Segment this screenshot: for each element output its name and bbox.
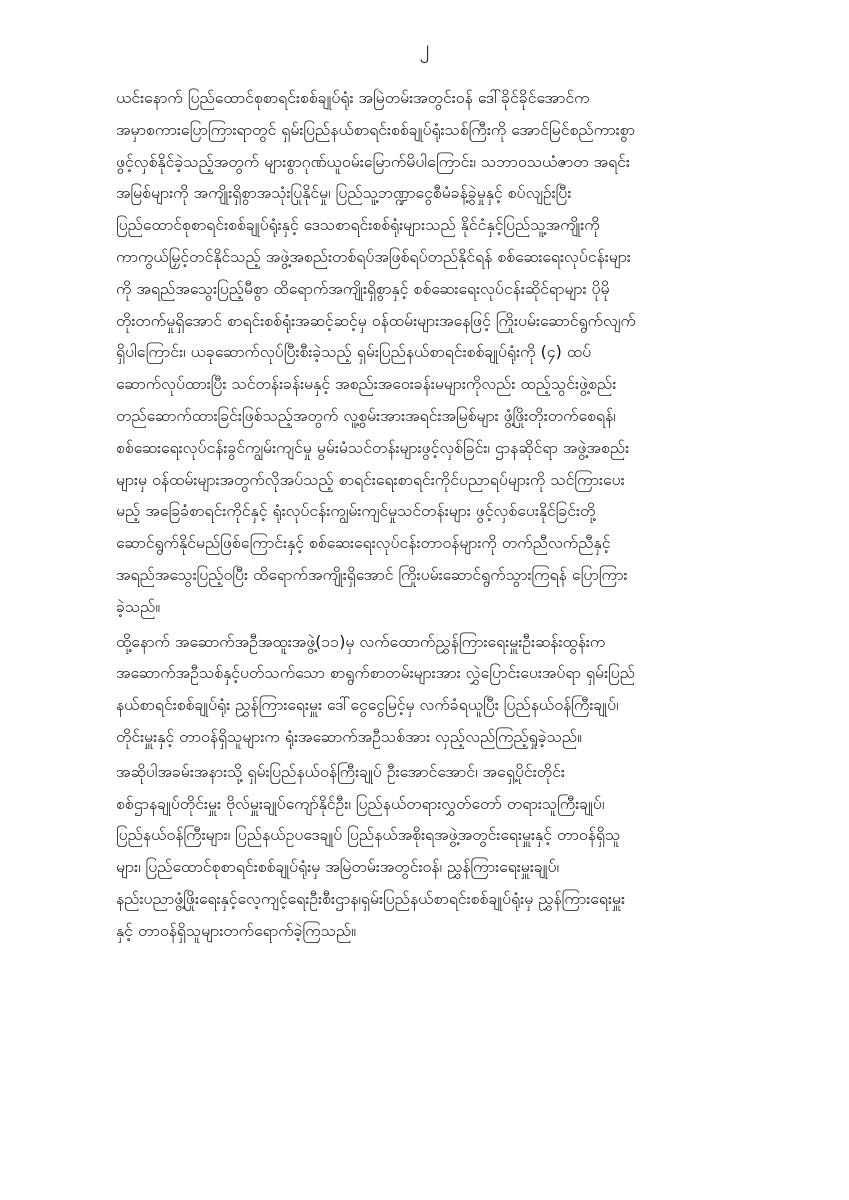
- paragraph-attendees: အဆိုပါအခမ်းအနားသို့ ရှမ်းပြည်နယ်ဝန်ကြီးချုပ် ဦးအောင်အောင်၊ အရှေ့ပိုင်းတိုင်း စစ်ဌာနချုပ်တိုင်းမှူး ဗိုလ်မှူးချုပ်ကျော်နိုင်ဦး၊ ပြည်နယ်တရားလွှတ်တော် တရားသူကြီးချုပ်၊ ပြည်နယ်ဝန်ကြီးများ၊ ပြည်နယ်ဥပဒေချုပ် ပြည်နယ်အစိုးရအဖွဲ့အတွင်းရေးမှူးနှင့် တာဝန်ရှိသူ များ၊ ပြည်ထောင်စုစာရင်းစစ်ချုပ်ရုံးမှ အမြဲတမ်းအတွင်းဝန်၊ ညွှန်ကြားရေးမှူးချုပ်၊ နည်းပညာဖွံ့ဖြိုးရေးနှင့်လေ့ကျင့်ရေးဦးစီးဌာန၊ရှမ်းပြည်နယ်စာရင်းစစ်ချုပ်ရုံးမှ ညွှန်ကြားရေးမှူး နှင့် တာဝန်ရှိသူများတက်ရောက်ခဲ့ကြသည်။: [116, 761, 625, 940]
- paragraph-handover: ထို့နောက် အဆောက်အဦအထူးအဖွဲ့(၁၁)မှ လက်ထောက်ညွှန်ကြားရေးမှူးဦးဆန်းထွန်းက အဆောက်အဦသစ်နှင့်ပတ်သက်သော စာရွက်စာတမ်းများအား လွှဲပြောင်းပေးအပ်ရာ ရှမ်းပြည် နယ်စာရင်းစစ်ချုပ်ရုံး ညွှန်ကြားရေးမှူး ဒေါ်ငွေငွေမြင့်မှ လက်ခံရယူပြီး ပြည်နယ်ဝန်ကြီးချုပ်၊ တိုင်းမှူးနှင့် တာဝန်ရှိသူများက ရုံးအဆောက်အဦသစ်အား လှည့်လည်ကြည့်ရှုခဲ့သည်။: [116, 631, 636, 746]
- paragraph-opening-speech: ယင်းနောက် ပြည်ထောင်စုစာရင်းစစ်ချုပ်ရုံး အမြဲတမ်းအတွင်းဝန် ဒေါ်ခိုင်ခိုင်အောင်က အမှာစကားပြောကြားရာတွင် ရှမ်းပြည်နယ်စာရင်းစစ်ချုပ်ရုံးသစ်ကြီးကို အောင်မြင်စည်ကားစွာ ဖွင့်လှစ်နိုင်ခဲ့သည့်အတွက် များစွာဂုဏ်ယူဝမ်းမြောက်မိပါကြောင်း၊ သဘာဝသယံဇာတ အရင်း အမြစ်များကို အကျိုးရှိစွာအသုံးပြုနိုင်မှု၊ ပြည်သူ့ဘဏ္ဍာငွေစီမံခန့်ခွဲမှုနှင့် စပ်လျဉ်းပြီး ပြည်ထောင်စုစာရင်းစစ်ချုပ်ရုံးနှင့် ဒေသစာရင်းစစ်ရုံးများသည် နိုင်ငံနှင့်ပြည်သူ့အကျိုးကို ကာကွယ်မြှင့်တင်နိုင်သည့် အဖွဲ့အစည်းတစ်ရပ်အဖြစ်ရပ်တည်နိုင်ရန် စစ်ဆေးရေးလုပ်ငန်းများ ကို အရည်အသွေးပြည့်မီစွာ ထိရောက်အကျိုးရှိစွာနှင့် စစ်ဆေးရေးလုပ်ငန်းဆိုင်ရာများ ပိုမို တိုးတက်မှုရှိအောင် စာရင်းစစ်ရုံးအဆင့်ဆင့်မှ ဝန်ထမ်းများအနေဖြင့် ကြိုးပမ်းဆောင်ရွက်လျက် ရှိပါကြောင်း၊ ယခုဆောက်လုပ်ပြီးစီးခဲ့သည့် ရှမ်းပြည်နယ်စာရင်းစစ်ချုပ်ရုံးကို (၄) ထပ် ဆောက်လုပ်ထားပြီး သင်တန်းခန်းမနှင့် အစည်းအဝေးခန်းမများကိုလည်း ထည့်သွင်းဖွဲ့စည်း တည်ဆောက်ထားခြင်းဖြစ်သည့်အတွက် လူ့စွမ်းအားအရင်းအမြစ်များ ဖွံ့ဖြိုးတိုးတက်စေရန်၊ စစ်ဆေးရေးလုပ်ငန်းခွင်ကျွမ်းကျင်မှု မွမ်းမံသင်တန်းများဖွင့်လှစ်ခြင်း၊ ဌာနဆိုင်ရာ အဖွဲ့အစည်း များမှ ဝန်ထမ်းများအတွက်လိုအပ်သည့် စာရင်းရေးစာရင်းကိုင်ပညာရပ်များကို သင်ကြားပေး မည့် အခြေခံစာရင်းကိုင်နှင့် ရုံးလုပ်ငန်းကျွမ်းကျင်မှုသင်တန်းများ ဖွင့်လှစ်ပေးနိုင်ခြင်းတို့ ဆောင်ရွက်နိုင်မည်ဖြစ်ကြောင်းနှင့် စစ်ဆေးရေးလုပ်ငန်းတာဝန်များကို တက်ညီလက်ညီနှင့် အရည်အသွေးပြည့်ဝပြီး ထိရောက်အကျိုးရှိအောင် ကြိုးပမ်းဆောင်ရွက်သွားကြရန် ပြောကြား ခဲ့သည်။: [116, 88, 636, 616]
- document-body: [116, 82, 733, 947]
- page-number: ၂: [419, 35, 430, 59]
